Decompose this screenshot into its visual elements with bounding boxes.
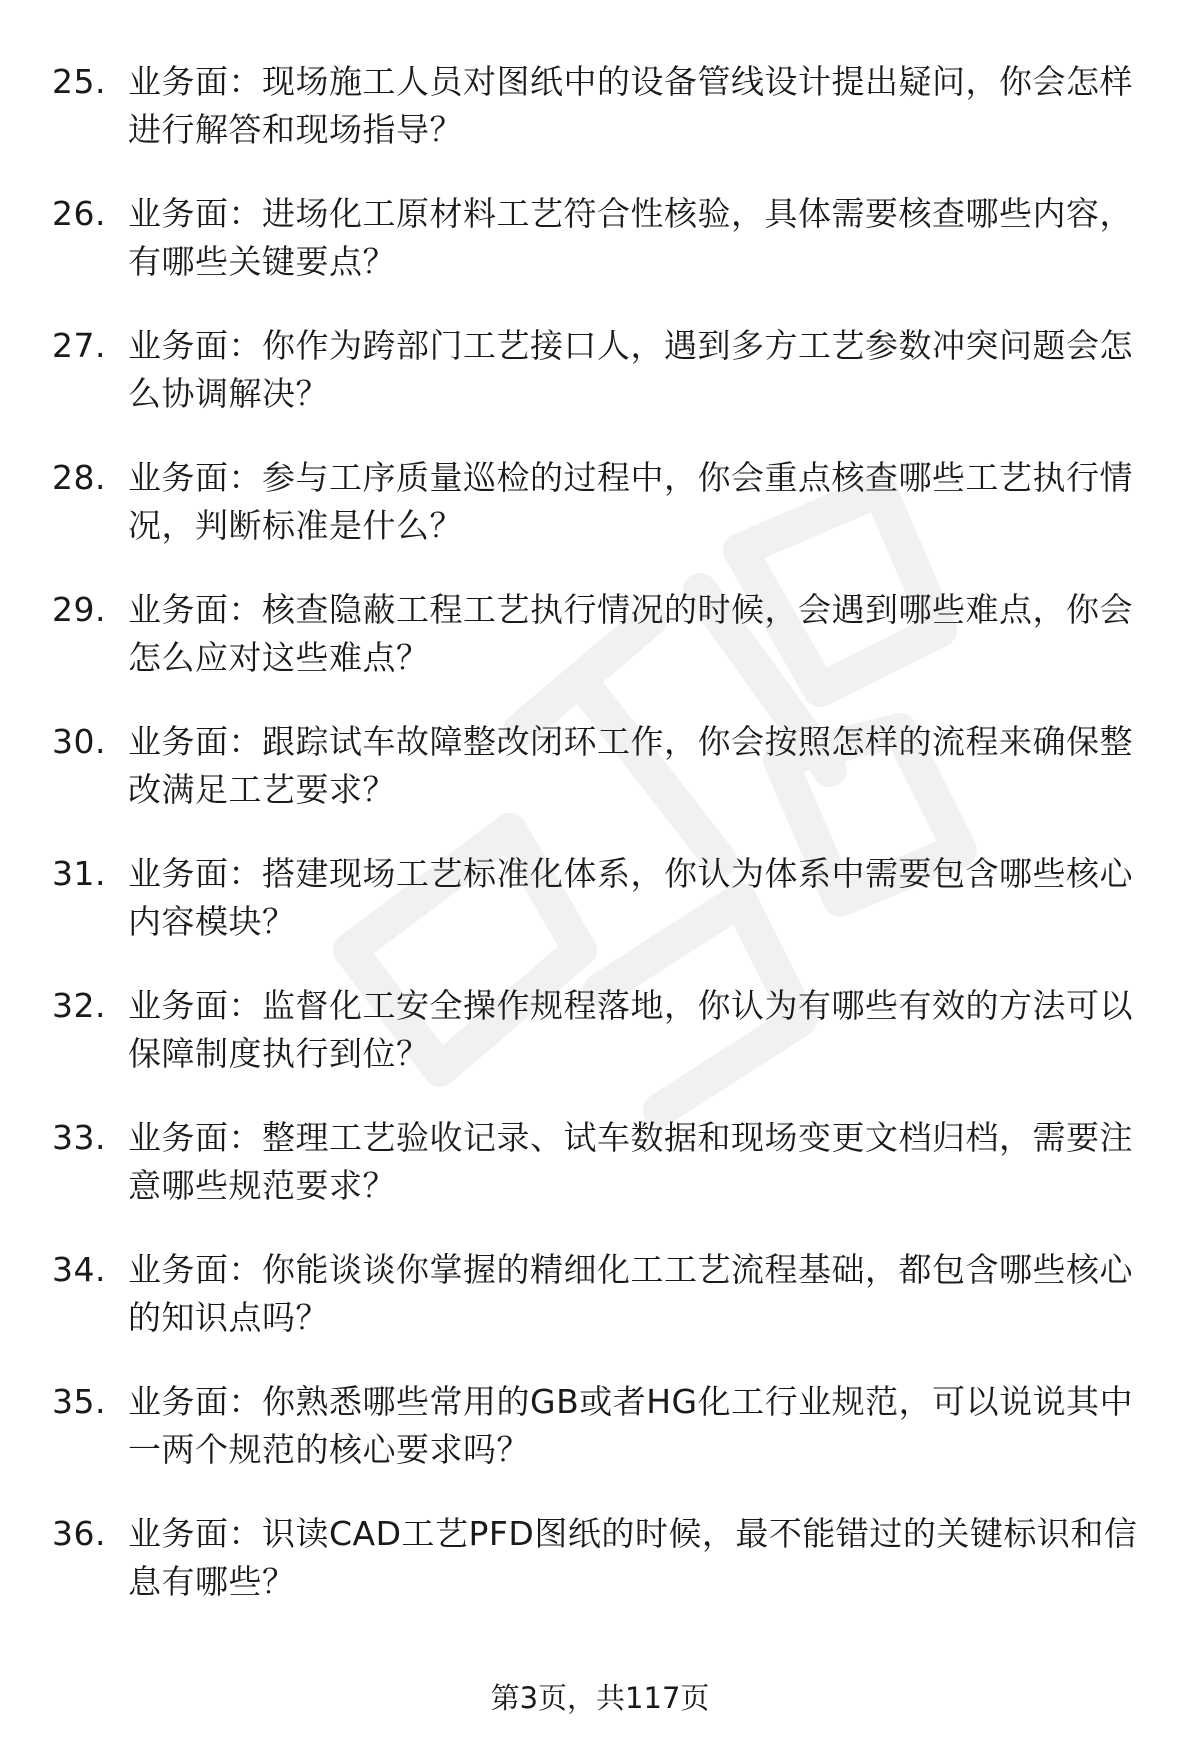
- item-text: 业务面：你作为跨部门工艺接口人，遇到多方工艺参数冲突问题会怎么协调解决？: [128, 326, 1133, 413]
- item-number: 34.: [52, 1250, 106, 1289]
- item-number: 27.: [52, 326, 106, 365]
- page-number-footer: 第3页，共117页: [490, 1681, 710, 1715]
- item-number: 31.: [52, 854, 106, 893]
- list-item: [52, 850, 1162, 982]
- item-number: 26.: [52, 194, 106, 233]
- list-item: [52, 718, 1162, 850]
- item-number: 36.: [52, 1514, 106, 1553]
- item-number: 28.: [52, 458, 106, 497]
- list-item: [52, 322, 1162, 454]
- item-text: 业务面：参与工序质量巡检的过程中，你会重点核查哪些工艺执行情况，判断标准是什么？: [128, 458, 1133, 545]
- item-number: 35.: [52, 1382, 106, 1421]
- item-number: 25.: [52, 62, 106, 101]
- list-item: [52, 1246, 1162, 1378]
- list-item: [52, 1378, 1162, 1510]
- item-text: 业务面：你熟悉哪些常用的GB或者HG化工行业规范，可以说说其中一两个规范的核心要求吗？: [128, 1382, 1134, 1469]
- list-item: [52, 1510, 1162, 1642]
- item-text: 业务面：你能谈谈你掌握的精细化工工艺流程基础，都包含哪些核心的知识点吗？: [128, 1250, 1133, 1337]
- item-number: 30.: [52, 722, 106, 761]
- item-text: 业务面：识读CAD工艺PFD图纸的时候，最不能错过的关键标识和信息有哪些？: [128, 1514, 1138, 1601]
- item-number: 33.: [52, 1118, 106, 1157]
- item-text: 业务面：进场化工原材料工艺符合性核验，具体需要核查哪些内容，有哪些关键要点？: [128, 194, 1133, 281]
- item-text: 业务面：搭建现场工艺标准化体系，你认为体系中需要包含哪些核心内容模块？: [128, 854, 1133, 941]
- list-item: [52, 586, 1162, 718]
- list-item: [52, 1114, 1162, 1246]
- item-text: 业务面：监督化工安全操作规程落地，你认为有哪些有效的方法可以保障制度执行到位？: [128, 986, 1133, 1073]
- item-number: 32.: [52, 986, 106, 1025]
- list-item: [52, 190, 1162, 322]
- list-item: [52, 58, 1162, 190]
- item-text: 业务面：跟踪试车故障整改闭环工作，你会按照怎样的流程来确保整改满足工艺要求？: [128, 722, 1133, 809]
- item-number: 29.: [52, 590, 106, 629]
- item-text: 业务面：整理工艺验收记录、试车数据和现场变更文档归档，需要注意哪些规范要求？: [128, 1118, 1133, 1205]
- item-text: 业务面：现场施工人员对图纸中的设备管线设计提出疑问，你会怎样进行解答和现场指导？: [128, 62, 1133, 149]
- list-item: [52, 454, 1162, 586]
- item-text: 业务面：核查隐蔽工程工艺执行情况的时候，会遇到哪些难点，你会怎么应对这些难点？: [128, 590, 1133, 677]
- list-item: [52, 982, 1162, 1114]
- question-list: [52, 58, 1162, 1642]
